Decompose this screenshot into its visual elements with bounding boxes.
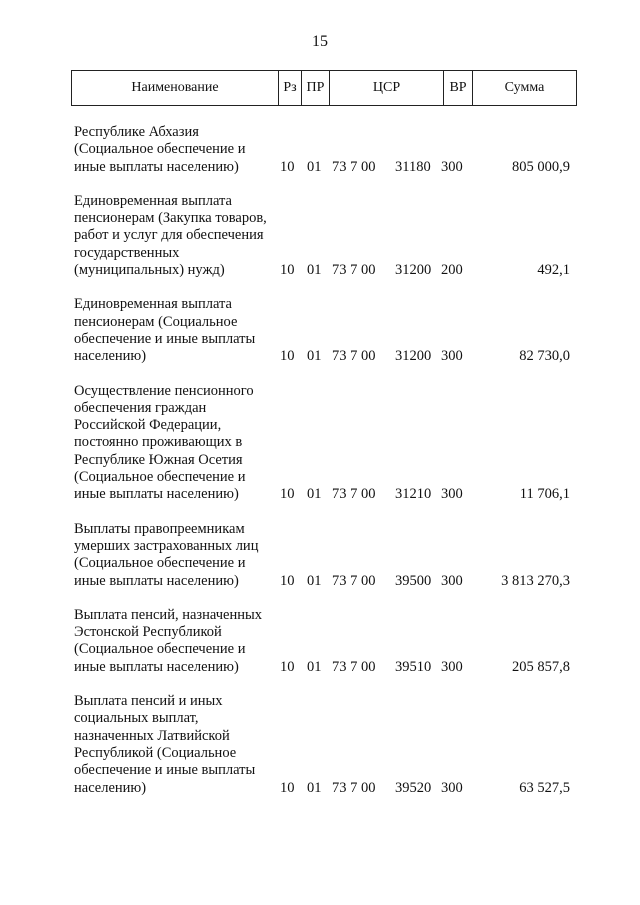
row-pr: 01 [307, 658, 322, 675]
row-csr-code: 31200 [395, 348, 432, 365]
column-header-row [72, 71, 577, 106]
row-csr-prefix: 73 7 00 [332, 348, 376, 365]
row-name: Единовременная выплата пенсионерам (Социальное обеспечение и иные выплаты населению) [74, 296, 256, 365]
budget-row [74, 193, 594, 279]
row-rz: 10 [280, 262, 295, 279]
header-vr: ВР [444, 71, 473, 106]
header-rz: Рз [279, 71, 302, 106]
row-csr-code: 39520 [395, 779, 432, 796]
row-sum: 63 527,5 [519, 779, 570, 796]
row-vr: 300 [441, 572, 463, 589]
row-pr: 01 [307, 348, 322, 365]
row-pr: 01 [307, 486, 322, 503]
row-codes [74, 348, 574, 365]
row-sum: 492,1 [537, 262, 570, 279]
row-vr: 200 [441, 262, 463, 279]
row-vr: 300 [441, 158, 463, 175]
row-rz: 10 [280, 658, 295, 675]
row-name: Выплата пенсий, назначенных Эстонской Республикой (Социальное обеспечение и иные выплаты населению) [74, 606, 262, 675]
budget-row [74, 383, 594, 504]
row-vr: 300 [441, 486, 463, 503]
budget-row [74, 124, 594, 176]
row-csr-prefix: 73 7 00 [332, 486, 376, 503]
row-pr: 01 [307, 779, 322, 796]
row-rz: 10 [280, 779, 295, 796]
row-name: Выплаты правопреемникам умерших застрахованных лиц (Социальное обеспечение и иные выплаты населению) [74, 520, 259, 589]
budget-row [74, 521, 594, 590]
budget-row [74, 607, 594, 676]
row-name: Выплата пенсий и иных социальных выплат, назначенных Латвийской Республикой (Социальное обеспечение и иные выплаты населению) [74, 693, 256, 796]
budget-row [74, 693, 594, 797]
row-rz: 10 [280, 486, 295, 503]
row-csr-code: 31180 [395, 158, 431, 175]
row-sum: 3 813 270,3 [501, 572, 570, 589]
header-pr: ПР [302, 71, 330, 106]
row-codes [74, 573, 574, 590]
row-codes [74, 159, 574, 176]
row-csr-code: 31200 [395, 262, 432, 279]
row-name: Республике Абхазия (Социальное обеспечение и иные выплаты населению) [74, 124, 246, 175]
row-name: Единовременная выплата пенсионерам (Закупка товаров, работ и услуг для обеспечения государственных (муниципальных) нужд) [74, 192, 267, 279]
row-csr-prefix: 73 7 00 [332, 158, 376, 175]
row-pr: 01 [307, 262, 322, 279]
row-csr-prefix: 73 7 00 [332, 779, 376, 796]
row-sum: 205 857,8 [512, 658, 570, 675]
row-rz: 10 [280, 572, 295, 589]
row-codes [74, 780, 574, 797]
row-csr-prefix: 73 7 00 [332, 658, 376, 675]
row-sum: 82 730,0 [519, 348, 570, 365]
header-csr: ЦСР [330, 71, 444, 106]
row-sum: 11 706,1 [519, 486, 570, 503]
row-rz: 10 [280, 348, 295, 365]
row-codes [74, 486, 574, 503]
row-name: Осуществление пенсионного обеспечения граждан Российской Федерации, постоянно проживающих в Республике Южная Осетия (Социальное обеспечение и иные выплаты населению) [74, 382, 254, 503]
row-csr-code: 39510 [395, 658, 432, 675]
row-pr: 01 [307, 158, 322, 175]
column-header-table [71, 70, 577, 106]
header-sum: Сумма [473, 71, 577, 106]
header-name: Наименование [72, 71, 279, 106]
row-rz: 10 [280, 158, 295, 175]
row-codes [74, 659, 574, 676]
row-vr: 300 [441, 779, 463, 796]
page-number: 15 [312, 33, 328, 50]
row-csr-prefix: 73 7 00 [332, 572, 376, 589]
budget-row [74, 296, 594, 365]
row-sum: 805 000,9 [512, 158, 570, 175]
row-vr: 300 [441, 658, 463, 675]
row-csr-prefix: 73 7 00 [332, 262, 376, 279]
row-csr-code: 39500 [395, 572, 432, 589]
row-vr: 300 [441, 348, 463, 365]
row-pr: 01 [307, 572, 322, 589]
budget-rows [74, 124, 594, 814]
row-csr-code: 31210 [395, 486, 432, 503]
row-codes [74, 262, 574, 279]
